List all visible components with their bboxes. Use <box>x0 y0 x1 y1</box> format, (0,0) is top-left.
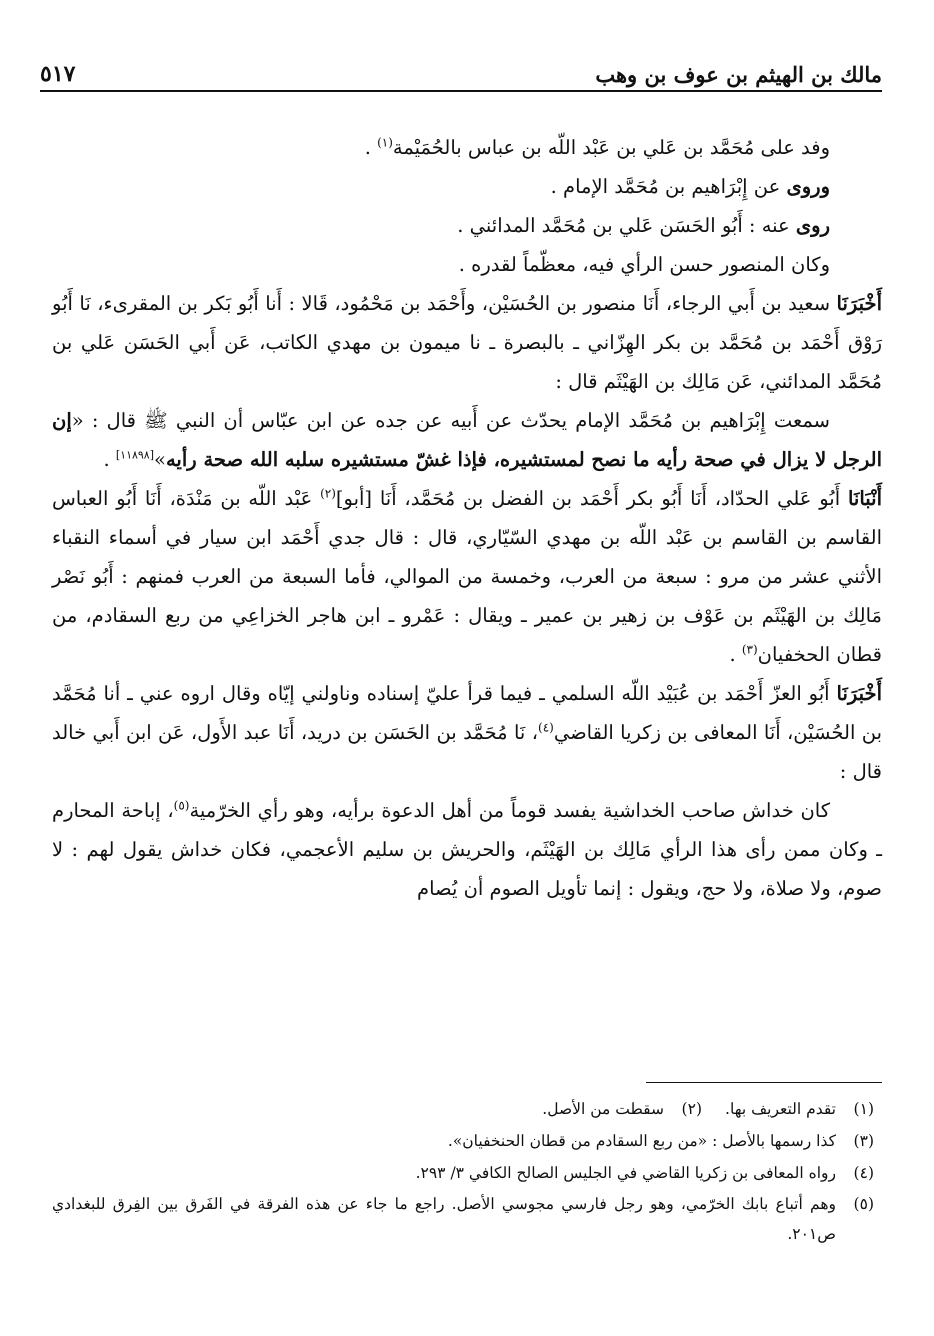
footnote-4: (٤) رواه المعافى بن زكريا القاضي في الجليس الصالح الكافي ٣/ ٢٩٣. <box>415 1164 874 1182</box>
footnote-2: (٢) سقطت من الأصل. <box>542 1100 702 1118</box>
paragraph-9: كان خداش صاحب الخداشية يفسد قوماً من أهل الدعوة برأيه، وهو رأي الخرّمية$^{(٥)}$، إباحة المحارم ـ وكان ممن رأى هذا الرأي مَالِك بن الهَيْثَم، والحريش بن سليم الأعجمي، فكان خداش يقول لهم : لا صوم، ولا صلاة، ولا حج، ويقول : إنما تأويل الصوم أن يُصام <box>52 798 882 900</box>
paragraph-4: وكان المنصور حسن الرأي فيه، معظّماً لقدره . <box>458 253 830 276</box>
paragraph-1: وفد على مُحَمَّد بن عَلي بن عَبْد اللّه بن عباس بالحُمَيْمة$^{(١)}$ . <box>364 135 830 159</box>
paragraph-3: روى عنه : أَبُو الحَسَن عَلي بن مُحَمَّد المدائني . <box>457 214 830 237</box>
hadith-number: [١١٨٩٨] <box>115 448 155 462</box>
paragraph-7: أَنْبَانَا أَبُو عَلي الحدّاد، أَنَا أَبُو بكر أَحْمَد بن الفضل بن مُحَمَّد، أَنَا [أبو]$^{(٢)}$ عَبْد اللّه بن مَنْدَة، أَنَا أَبُو العباس القاسم بن القاسم بن عَبْد اللّه بن مهدي السّيّاري، قال : قال جدي أَحْمَد ابن سيار في أسماء النقباء الأثني عشر من مرو : سبعة من العرب، وخمسة من الموالي، فأما السبعة من العرب فمنهم : أَبُو نَصْر مَالِك بن الهَيْثَم بن عَوْف بن زهير بن عمير ـ ويقال : عَمْرو ـ ابن هاجر الخزاعِي من ربع السقادم، من قطان الحخفيان$^{(٣)}$ . <box>52 486 882 666</box>
running-title: مالك بن الهيثم بن عوف بن وهب <box>595 62 882 87</box>
main-text <box>52 128 882 908</box>
footnote-separator <box>646 1082 882 1083</box>
footnote-marker-4[interactable]: (٤) <box>538 720 554 735</box>
footnotes <box>52 1093 874 1249</box>
footnote-5: (٥) وهم أتباع بابك الخرّمي، وهو رجل فارسي مجوسي الأصل. راجع ما جاء عن هذه الفرقة في الفَرق بين الفِرق للبغدادي ص٢٠١. <box>52 1195 874 1243</box>
paragraph-6: سمعت إِبْرَاهيم بن مُحَمَّد الإمام يحدّث عن أَبيه عن جده عن ابن عبّاس أن النبي ﷺ قال : «إن الرجل لا يزال في صحة رأيه ما نصح لمستشيره، فإذا غشّ مستشيره سلبه الله صحة رأيه»[١١٨٩٨] . <box>52 409 882 471</box>
footnote-1: (١) تقدم التعريف بها. <box>725 1100 874 1118</box>
footnote-3: (٣) كذا رسمها بالأصل : «من ربع السقادم من قطان الحنخفيان». <box>447 1132 874 1150</box>
footnote-marker-1[interactable]: (١) <box>377 135 393 150</box>
page-number: ٥١٧ <box>40 61 76 87</box>
lead-word: وروى <box>786 175 830 198</box>
lead-word: روى <box>795 214 830 237</box>
paragraph-5: أَخْبَرَنَا سعيد بن أَبي الرجاء، أَنَا منصور بن الحُسَيْن، وأَحْمَد بن مَحْمُود، قَالا : أَنا أَبُو بَكر بن المقرىء، نَا أَبُو رَوْق أَحْمَد بن مُحَمَّد بن بكر الهِزّاني ـ بالبصرة ـ نا ميمون بن مهدي الكاتب، عَن أَبي الحَسَن عَلي بن مُحَمَّد المدائني، عَن مَالِك بن الهَيْثَم قال : <box>52 292 882 393</box>
footnote-row-1-2 <box>52 1093 874 1125</box>
paragraph-2: وروى عن إِبْرَاهيم بن مُحَمَّد الإمام . <box>550 175 830 198</box>
footnote-marker-3[interactable]: (٣) <box>741 642 758 657</box>
page-header <box>40 56 882 92</box>
footnote-marker-5[interactable]: (٥) <box>173 798 190 813</box>
lead-word: أَنْبَانَا <box>847 487 882 510</box>
footnote-marker-2[interactable]: (٢) <box>320 486 336 501</box>
lead-word: أَخْبَرَنَا <box>836 292 882 315</box>
hadith-text: إن الرجل لا يزال في صحة رأيه ما نصح لمستشيره، فإذا غشّ مستشيره سلبه الله صحة رأيه <box>52 409 882 471</box>
lead-word: أَخْبَرَنَا <box>836 682 882 705</box>
paragraph-8: أَخْبَرَنَا أَبُو العزّ أَحْمَد بن عُبَيْد اللّه السلمي ـ فيما قرأ عليّ إسناده وناولني إيّاه وقال اروه عني ـ أنا مُحَمَّد بن الحُسَيْن، أَنَا المعافى بن زكريا القاضي$^{(٤)}$، نَا مُحَمَّد بن الحَسَن بن دريد، أَنَا عبد الأَول، عَن ابن أَبي خالد قال : <box>52 682 883 783</box>
